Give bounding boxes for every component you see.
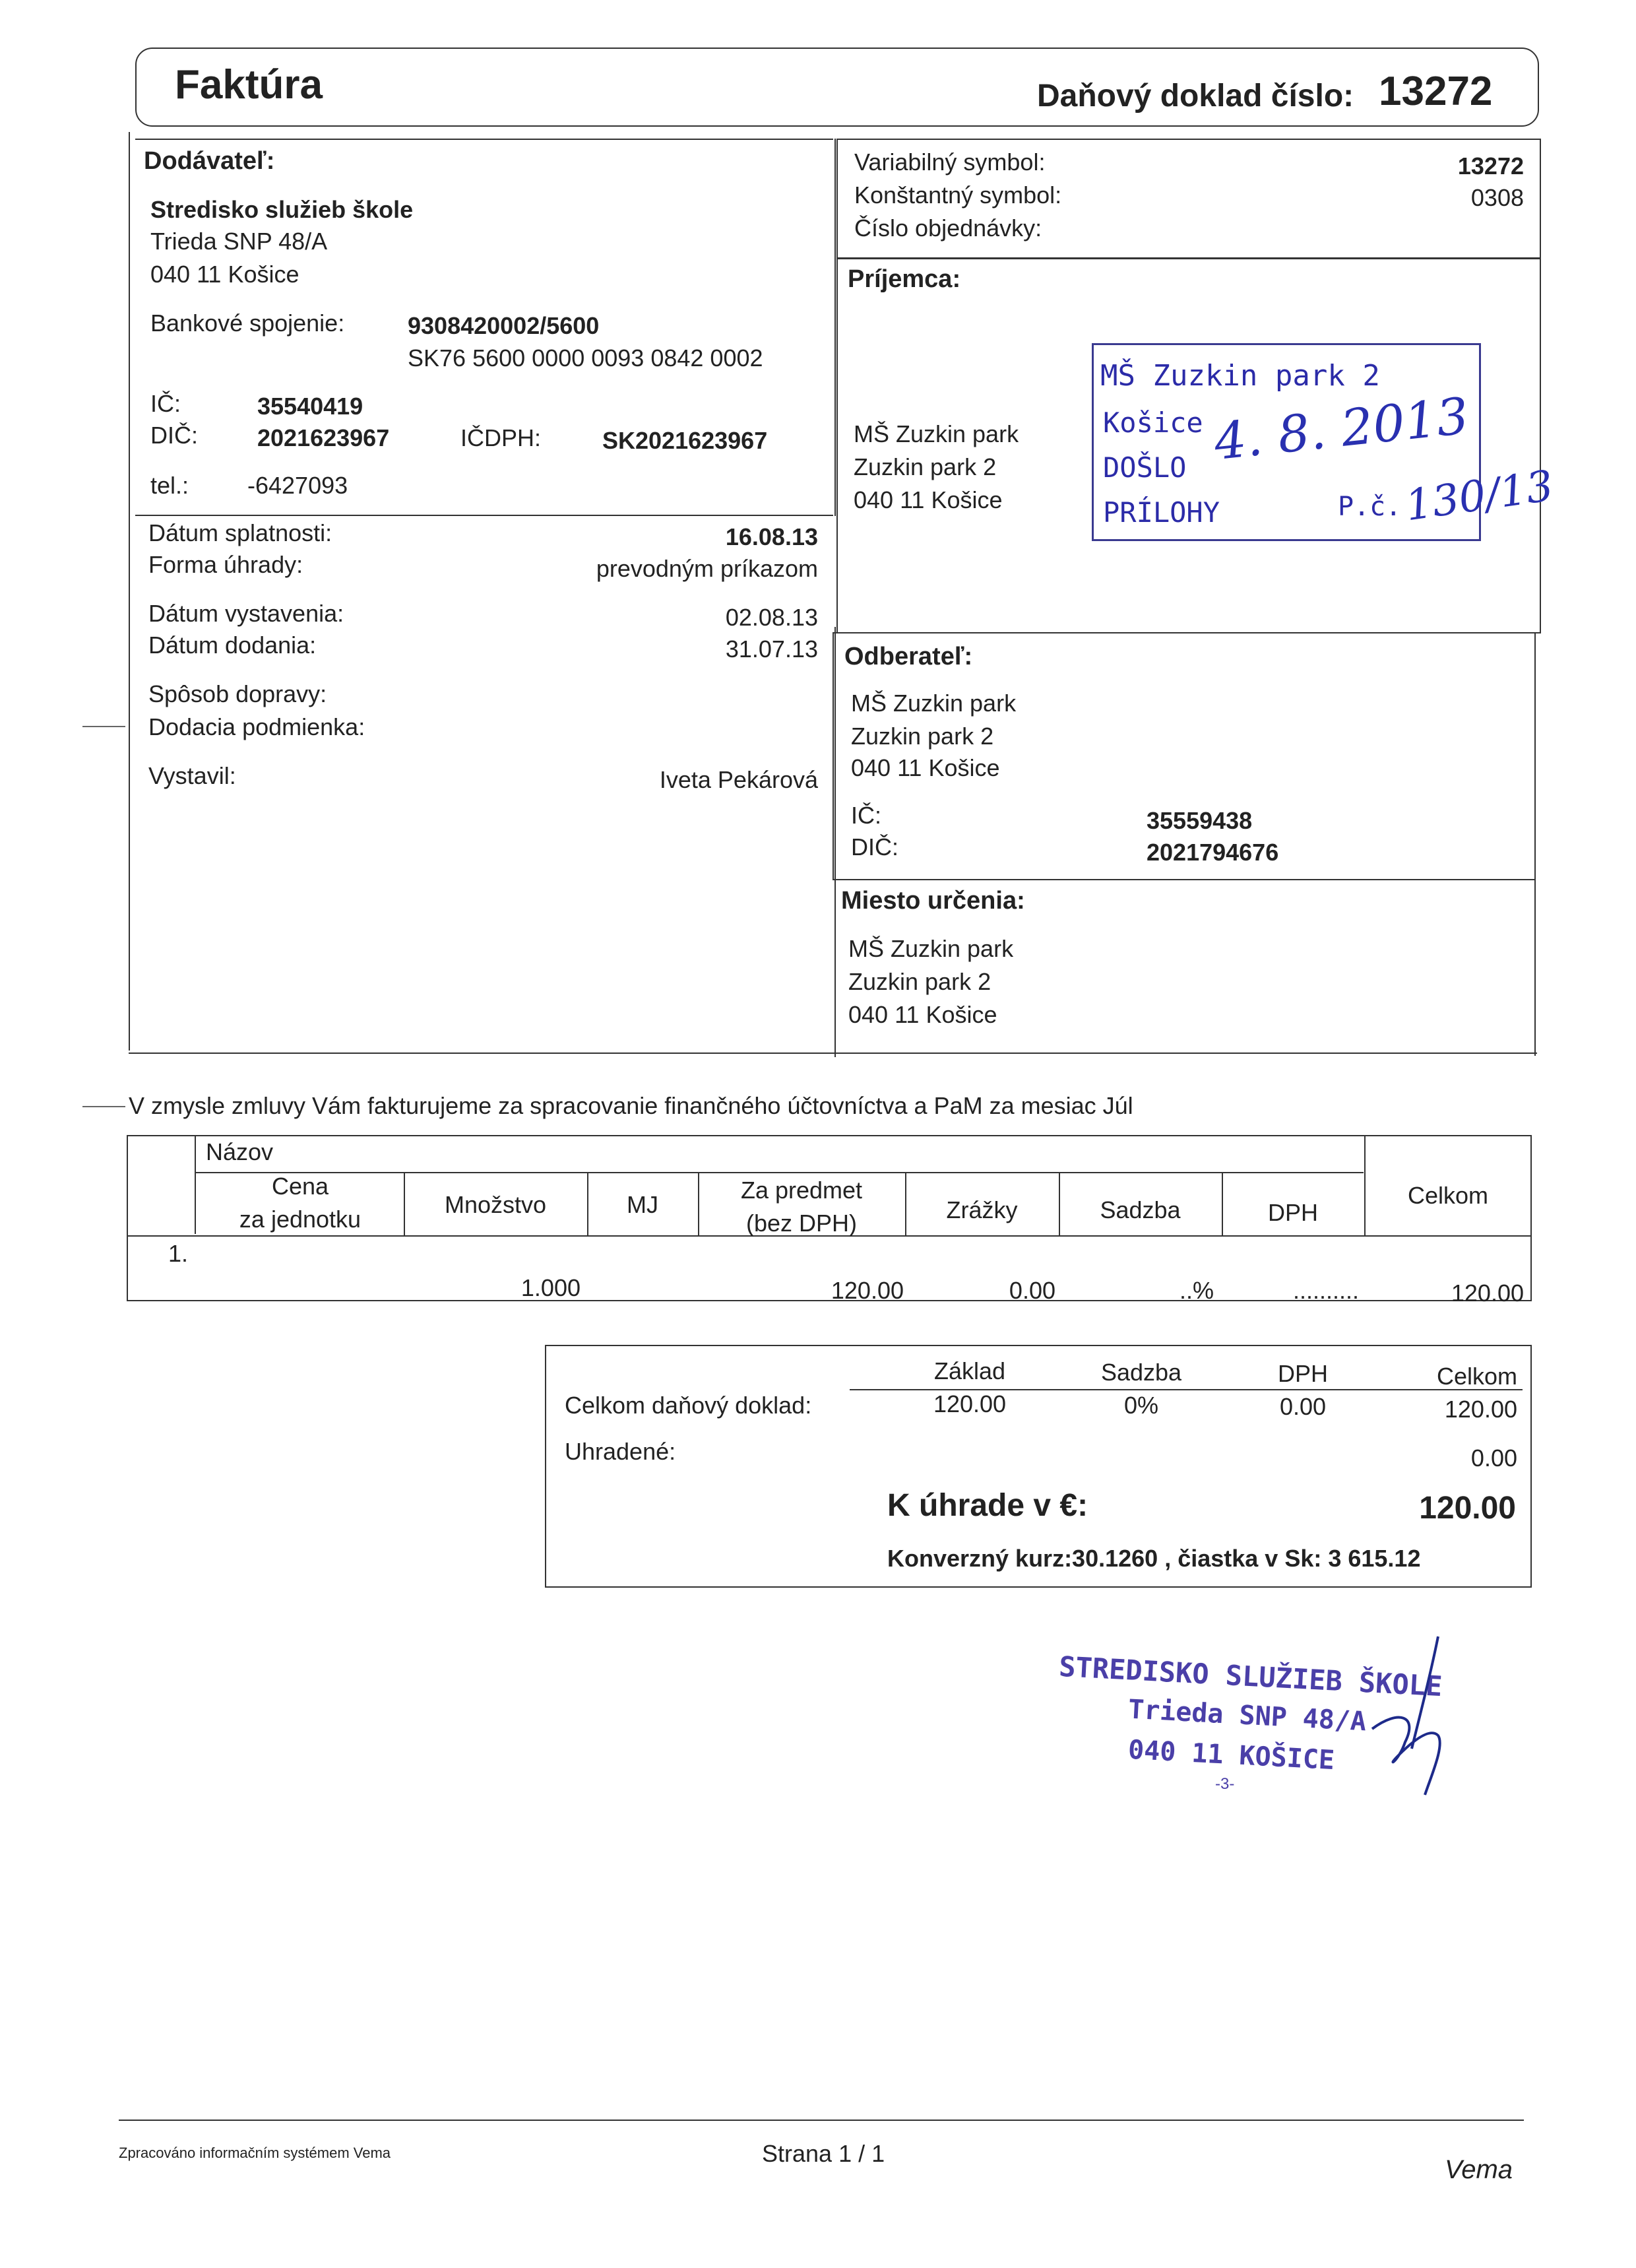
margin-mark-2 bbox=[82, 1106, 125, 1107]
received-stamp-line1: MŠ Zuzkin park 2 bbox=[1100, 359, 1380, 393]
frame-right-lower bbox=[1534, 878, 1536, 1056]
item-row-no: 1. bbox=[168, 1240, 189, 1267]
summary-col-vat: DPH bbox=[1277, 1360, 1328, 1387]
supplier-tel-label: tel.: bbox=[150, 472, 189, 499]
bank-account: 9308420002/5600 bbox=[408, 312, 600, 339]
summary-total: 120.00 bbox=[1444, 1396, 1517, 1423]
items-col-rowno bbox=[195, 1135, 196, 1234]
vema-logo: Vema bbox=[1445, 2155, 1513, 2184]
supplier-tel: -6427093 bbox=[247, 472, 348, 499]
signature-icon bbox=[1359, 1630, 1464, 1801]
conversion-rate: Konverzný kurz:30.1260 , čiastka v Sk: 3 615.12 bbox=[887, 1545, 1421, 1572]
recipient-name: MŠ Zuzkin park bbox=[854, 420, 1019, 447]
payment-form: prevodným príkazom bbox=[596, 555, 818, 582]
constant-symbol: 0308 bbox=[1470, 184, 1524, 211]
customer-dic-label: DIČ: bbox=[851, 833, 898, 860]
variable-symbol-label: Variabilný symbol: bbox=[854, 148, 1046, 176]
customer-ico: 35559438 bbox=[1147, 807, 1253, 834]
col-unit-price-1: Cena bbox=[271, 1173, 329, 1200]
constant-symbol-label: Konštantný symbol: bbox=[854, 181, 1062, 209]
issuer-label: Vystavil: bbox=[148, 762, 236, 789]
supplier-heading: Dodávateľ: bbox=[144, 147, 275, 175]
supplier-icdph: SK2021623967 bbox=[602, 427, 768, 454]
recipient-city: 040 11 Košice bbox=[854, 486, 1003, 513]
supplier-icdph-label: IČDPH: bbox=[460, 424, 542, 451]
customer-street: Zuzkin park 2 bbox=[851, 723, 994, 750]
customer-ico-label: IČ: bbox=[851, 802, 882, 829]
col-name: Názov bbox=[206, 1138, 274, 1165]
customer-heading: Odberateľ: bbox=[844, 643, 973, 670]
summary-col-rate: Sadzba bbox=[1100, 1359, 1182, 1386]
summary-base: 120.00 bbox=[933, 1390, 1007, 1417]
variable-symbol: 13272 bbox=[1457, 152, 1524, 179]
iban: SK76 5600 0000 0093 0842 0002 bbox=[408, 344, 763, 372]
amount-due-label: K úhrade v €: bbox=[887, 1488, 1088, 1523]
due-date-label: Dátum splatnosti: bbox=[148, 519, 332, 546]
supplier-name: Stredisko služieb škole bbox=[150, 196, 414, 223]
customer-dic: 2021794676 bbox=[1147, 839, 1279, 866]
col-rate: Sadzba bbox=[1100, 1196, 1181, 1223]
summary-total-label: Celkom daňový doklad: bbox=[565, 1392, 812, 1419]
items-name-line bbox=[195, 1172, 1364, 1173]
transport-label: Spôsob dopravy: bbox=[148, 680, 327, 707]
order-number-label: Číslo objednávky: bbox=[854, 214, 1042, 242]
summary-col-base: Základ bbox=[933, 1357, 1006, 1384]
destination-name: MŠ Zuzkin park bbox=[848, 935, 1014, 962]
supplier-dic-label: DIČ: bbox=[150, 422, 198, 449]
customer-city: 040 11 Košice bbox=[851, 754, 1000, 781]
received-stamp-pc-label: P.č. bbox=[1338, 492, 1402, 522]
col-subject-1: Za predmet bbox=[740, 1177, 863, 1204]
col-unit-price-2: za jednotku bbox=[239, 1206, 362, 1233]
delivery-date-label: Dátum dodania: bbox=[148, 632, 317, 659]
col-total: Celkom bbox=[1407, 1182, 1489, 1209]
col-vat: DPH bbox=[1267, 1199, 1318, 1226]
col-subject-2: (bez DPH) bbox=[745, 1210, 858, 1237]
received-stamp-line3: DOŠLO bbox=[1103, 451, 1187, 484]
item-deductions: 0.00 bbox=[1009, 1277, 1055, 1304]
supplier-stamp-line2: Trieda SNP 48/A bbox=[1127, 1694, 1368, 1737]
recipient-street: Zuzkin park 2 bbox=[854, 453, 997, 480]
item-subject: 120.00 bbox=[831, 1277, 904, 1304]
supplier-city: 040 11 Košice bbox=[150, 261, 299, 288]
frame-left bbox=[129, 132, 130, 1051]
received-hand-number: 130/13 bbox=[1402, 461, 1557, 531]
col-deductions: Zrážky bbox=[946, 1196, 1018, 1223]
summary-rate: 0% bbox=[1123, 1392, 1159, 1419]
issue-date: 02.08.13 bbox=[725, 604, 818, 631]
amount-due: 120.00 bbox=[1419, 1491, 1516, 1526]
frame-top-left bbox=[135, 139, 833, 140]
supplier-stamp-line3: 040 11 KOŠICE bbox=[1127, 1734, 1336, 1776]
delivery-date: 31.07.13 bbox=[725, 635, 818, 663]
payment-form-label: Forma úhrady: bbox=[148, 551, 303, 578]
paid-amount: 0.00 bbox=[1470, 1444, 1517, 1472]
page-title: Faktúra bbox=[175, 62, 323, 108]
invoice-description: V zmysle zmluvy Vám fakturujeme za spracovanie finančného účtovníctva a PaM za mesiac Júl bbox=[129, 1092, 1133, 1119]
item-rate: ..% bbox=[1179, 1277, 1214, 1304]
frame-left-divider bbox=[834, 139, 836, 516]
item-qty: 1.000 bbox=[520, 1274, 581, 1301]
destination-street: Zuzkin park 2 bbox=[848, 968, 991, 995]
summary-col-total: Celkom bbox=[1436, 1363, 1517, 1390]
summary-vat: 0.00 bbox=[1279, 1393, 1327, 1420]
supplier-stamp-line4: -3- bbox=[1215, 1775, 1235, 1793]
destination-heading: Miesto určenia: bbox=[841, 887, 1025, 915]
frame-bottom bbox=[129, 1053, 1537, 1054]
received-hand-date: 4. 8. 2013 bbox=[1211, 386, 1472, 471]
destination-city: 040 11 Košice bbox=[848, 1001, 997, 1028]
footer-page: Strana 1 / 1 bbox=[762, 2140, 885, 2167]
margin-mark-1 bbox=[82, 726, 125, 727]
bank-label: Bankové spojenie: bbox=[150, 309, 345, 337]
doc-number-label: Daňový doklad číslo: bbox=[1037, 79, 1354, 113]
customer-name: MŠ Zuzkin park bbox=[851, 690, 1017, 717]
issue-date-label: Dátum vystavenia: bbox=[148, 600, 344, 627]
delivery-terms-label: Dodacia podmienka: bbox=[148, 713, 365, 740]
received-stamp-line4: PRÍLOHY bbox=[1103, 496, 1220, 529]
paid-label: Uhradené: bbox=[565, 1438, 676, 1465]
item-total: 120.00 bbox=[1451, 1280, 1524, 1307]
due-date: 16.08.13 bbox=[725, 523, 818, 550]
supplier-ico: 35540419 bbox=[257, 393, 363, 420]
doc-number: 13272 bbox=[1379, 69, 1493, 114]
col-qty: Množstvo bbox=[444, 1191, 547, 1218]
recipient-heading: Príjemca: bbox=[848, 265, 961, 293]
issuer-name: Iveta Pekárová bbox=[659, 766, 818, 793]
footer-line bbox=[119, 2120, 1524, 2121]
received-stamp-line2: Košice bbox=[1103, 406, 1203, 439]
supplier-bottom-line bbox=[135, 515, 833, 516]
supplier-dic: 2021623967 bbox=[257, 424, 390, 451]
item-vat: .......... bbox=[1292, 1277, 1359, 1304]
supplier-ico-label: IČ: bbox=[150, 390, 181, 417]
supplier-stamp-line1: STREDISKO SLUŽIEB ŠKOLE bbox=[1058, 1650, 1443, 1703]
footer-left: Zpracováno informačním systémem Vema bbox=[119, 2145, 391, 2161]
supplier-street: Trieda SNP 48/A bbox=[150, 228, 328, 255]
col-mj: MJ bbox=[627, 1191, 658, 1218]
